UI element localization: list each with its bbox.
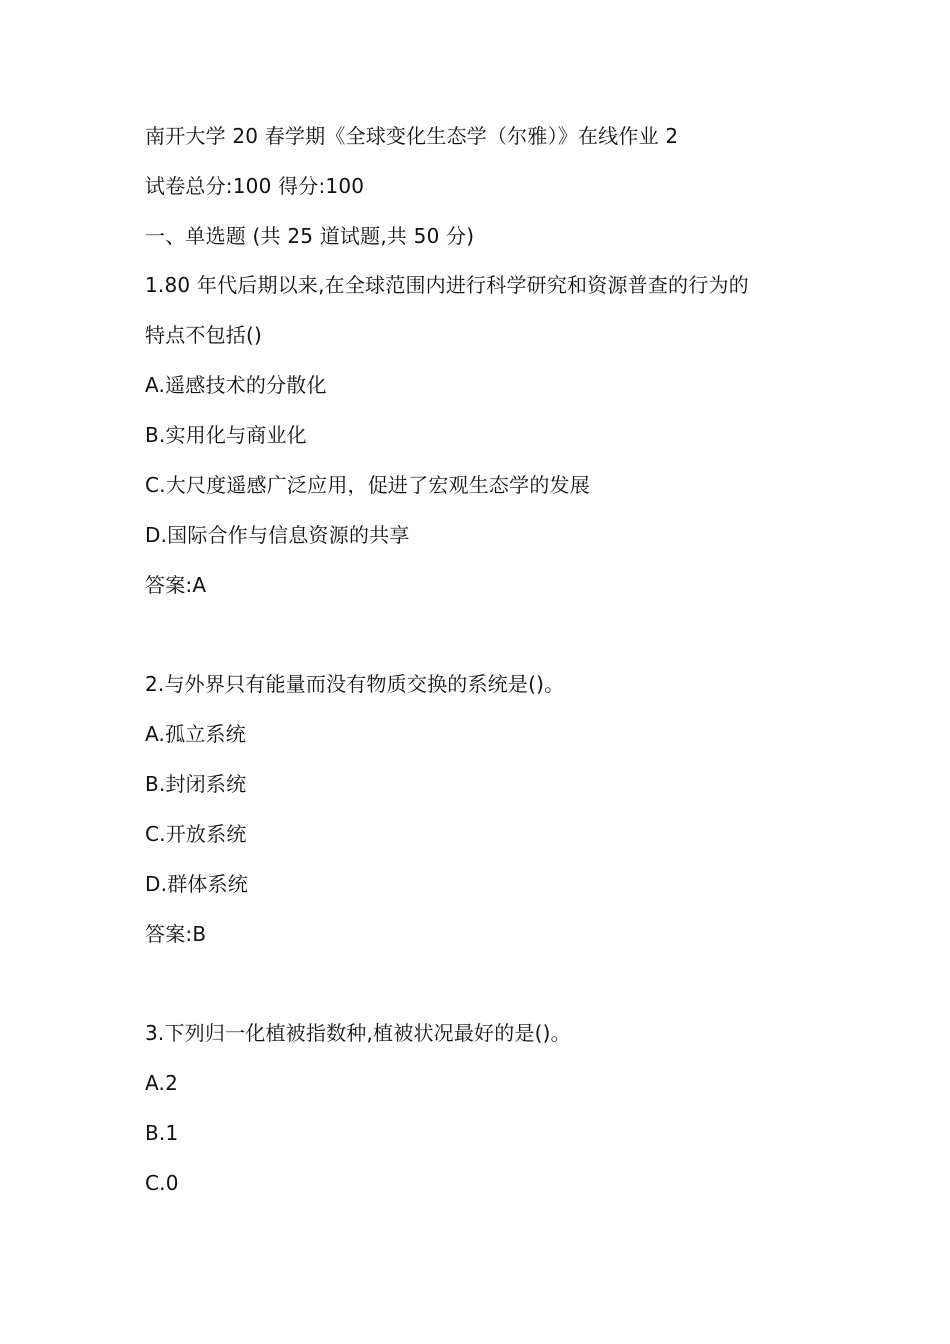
section-heading: 一、单选题 (共 25 道试题,共 50 分) [145,224,475,248]
question-2-option-b: B.封闭系统 [145,772,247,796]
question-1-option-d: D.国际合作与信息资源的共享 [145,523,410,547]
question-3-option-a: A.2 [145,1071,179,1095]
question-2-option-d: D.群体系统 [145,872,248,896]
question-3-option-c: C.0 [145,1171,179,1195]
document-title: 南开大学 20 春学期《全球变化生态学（尔雅）》在线作业 2 [145,124,679,148]
question-1-text-line-2: 特点不包括() [145,323,263,347]
question-2-option-a: A.孤立系统 [145,722,246,746]
question-1-text-line-1: 1.80 年代后期以来,在全球范围内进行科学研究和资源普查的行为的 [145,273,749,297]
question-1-option-c: C.大尺度遥感广泛应用，促进了宏观生态学的发展 [145,473,590,497]
score-line: 试卷总分:100 得分:100 [145,174,365,198]
question-3-option-b: B.1 [145,1121,179,1145]
question-1-option-b: B.实用化与商业化 [145,423,307,447]
question-1-answer: 答案:A [145,573,207,597]
question-3-text: 3.下列归一化植被指数种,植被状况最好的是()。 [145,1021,571,1045]
question-2-answer: 答案:B [145,922,207,946]
question-2-option-c: C.开放系统 [145,822,247,846]
question-1-option-a: A.遥感技术的分散化 [145,373,327,397]
question-2-text: 2.与外界只有能量而没有物质交换的系统是()。 [145,672,565,696]
